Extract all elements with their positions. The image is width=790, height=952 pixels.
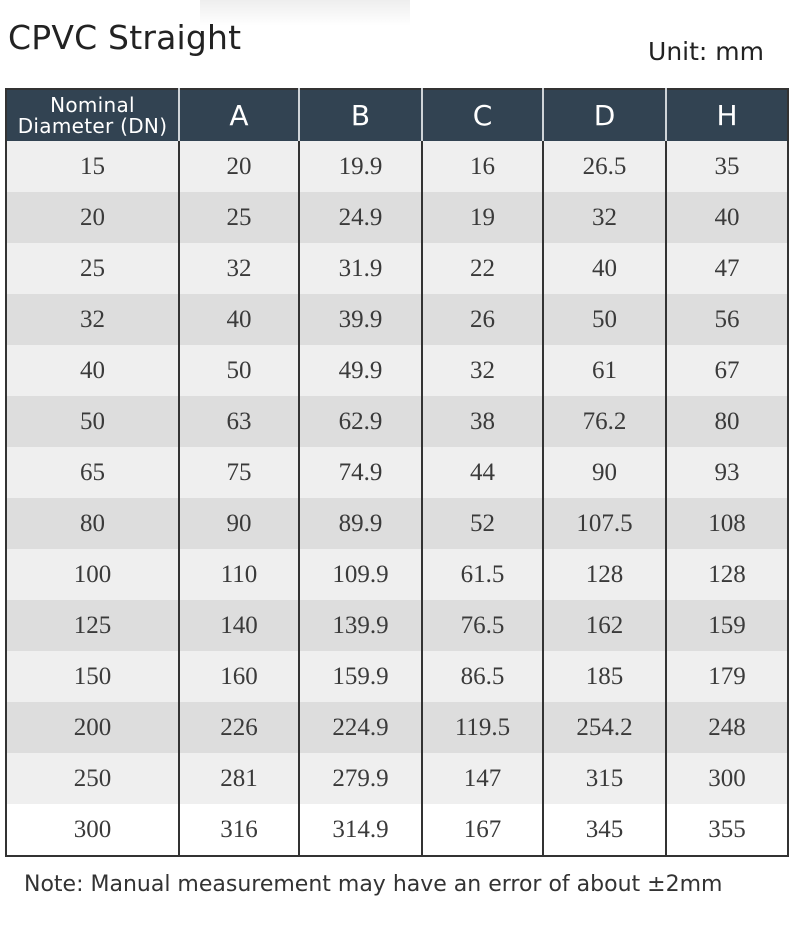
cell-a: 32 <box>179 243 299 294</box>
table-row <box>6 243 788 294</box>
table-row <box>6 396 788 447</box>
cell-c: 119.5 <box>422 702 543 753</box>
cell-a: 140 <box>179 600 299 651</box>
cell-d: 254.2 <box>543 702 666 753</box>
cell-d: 32 <box>543 192 666 243</box>
cell-h: 93 <box>666 447 788 498</box>
cell-b: 89.9 <box>299 498 422 549</box>
page-title: CPVC Straight <box>8 18 242 57</box>
table-row <box>6 141 788 192</box>
cell-b: 139.9 <box>299 600 422 651</box>
cell-b: 159.9 <box>299 651 422 702</box>
table-row <box>6 753 788 804</box>
table-row <box>6 498 788 549</box>
cell-nominal-diameter: 80 <box>6 498 179 549</box>
unit-label: Unit: mm <box>648 37 764 66</box>
cell-d: 40 <box>543 243 666 294</box>
cell-h: 179 <box>666 651 788 702</box>
cell-nominal-diameter: 125 <box>6 600 179 651</box>
column-header-b: B <box>299 89 422 141</box>
cell-c: 38 <box>422 396 543 447</box>
cell-b: 39.9 <box>299 294 422 345</box>
cell-c: 52 <box>422 498 543 549</box>
table-row <box>6 702 788 753</box>
cell-nominal-diameter: 50 <box>6 396 179 447</box>
cell-d: 26.5 <box>543 141 666 192</box>
cell-b: 314.9 <box>299 804 422 856</box>
cell-b: 62.9 <box>299 396 422 447</box>
cell-h: 159 <box>666 600 788 651</box>
cell-h: 56 <box>666 294 788 345</box>
cell-c: 44 <box>422 447 543 498</box>
column-header-h: H <box>666 89 788 141</box>
cell-a: 75 <box>179 447 299 498</box>
cell-c: 19 <box>422 192 543 243</box>
cell-nominal-diameter: 40 <box>6 345 179 396</box>
cell-nominal-diameter: 200 <box>6 702 179 753</box>
cell-d: 50 <box>543 294 666 345</box>
cell-c: 22 <box>422 243 543 294</box>
cell-h: 80 <box>666 396 788 447</box>
table-row <box>6 651 788 702</box>
table-row <box>6 294 788 345</box>
cell-h: 355 <box>666 804 788 856</box>
cell-d: 61 <box>543 345 666 396</box>
cell-nominal-diameter: 25 <box>6 243 179 294</box>
cell-c: 147 <box>422 753 543 804</box>
cell-c: 26 <box>422 294 543 345</box>
cell-d: 345 <box>543 804 666 856</box>
cell-h: 47 <box>666 243 788 294</box>
cell-nominal-diameter: 32 <box>6 294 179 345</box>
cell-a: 90 <box>179 498 299 549</box>
cell-nominal-diameter: 250 <box>6 753 179 804</box>
cell-h: 108 <box>666 498 788 549</box>
cell-a: 40 <box>179 294 299 345</box>
cell-c: 61.5 <box>422 549 543 600</box>
table-row <box>6 600 788 651</box>
cell-nominal-diameter: 65 <box>6 447 179 498</box>
cell-c: 32 <box>422 345 543 396</box>
cell-b: 224.9 <box>299 702 422 753</box>
table-row <box>6 192 788 243</box>
cell-b: 49.9 <box>299 345 422 396</box>
table-row <box>6 447 788 498</box>
cell-a: 316 <box>179 804 299 856</box>
cell-a: 25 <box>179 192 299 243</box>
cell-h: 248 <box>666 702 788 753</box>
cell-b: 74.9 <box>299 447 422 498</box>
cell-a: 50 <box>179 345 299 396</box>
cell-d: 185 <box>543 651 666 702</box>
cell-h: 35 <box>666 141 788 192</box>
table-row <box>6 804 788 856</box>
cell-nominal-diameter: 15 <box>6 141 179 192</box>
table-header-row <box>6 89 788 141</box>
table-body <box>6 141 788 856</box>
cell-nominal-diameter: 20 <box>6 192 179 243</box>
cell-c: 16 <box>422 141 543 192</box>
cell-d: 128 <box>543 549 666 600</box>
cell-c: 76.5 <box>422 600 543 651</box>
cell-b: 24.9 <box>299 192 422 243</box>
dimension-table <box>5 88 789 857</box>
measurement-note: Note: Manual measurement may have an error of about ±2mm <box>24 872 723 897</box>
cell-b: 19.9 <box>299 141 422 192</box>
cell-h: 40 <box>666 192 788 243</box>
cell-c: 86.5 <box>422 651 543 702</box>
cell-a: 281 <box>179 753 299 804</box>
cell-nominal-diameter: 300 <box>6 804 179 856</box>
cell-b: 279.9 <box>299 753 422 804</box>
cell-d: 76.2 <box>543 396 666 447</box>
cell-a: 63 <box>179 396 299 447</box>
cell-a: 160 <box>179 651 299 702</box>
table-row <box>6 549 788 600</box>
column-header-a: A <box>179 89 299 141</box>
cell-a: 20 <box>179 141 299 192</box>
column-header-d: D <box>543 89 666 141</box>
cell-d: 90 <box>543 447 666 498</box>
cell-h: 300 <box>666 753 788 804</box>
cell-d: 107.5 <box>543 498 666 549</box>
column-header-nominal-diameter: Nominal Diameter (DN) <box>6 89 179 141</box>
cell-h: 67 <box>666 345 788 396</box>
cell-b: 31.9 <box>299 243 422 294</box>
table-row <box>6 345 788 396</box>
cell-b: 109.9 <box>299 549 422 600</box>
cell-a: 226 <box>179 702 299 753</box>
cell-d: 315 <box>543 753 666 804</box>
column-header-c: C <box>422 89 543 141</box>
cell-a: 110 <box>179 549 299 600</box>
cell-d: 162 <box>543 600 666 651</box>
cell-h: 128 <box>666 549 788 600</box>
cell-nominal-diameter: 100 <box>6 549 179 600</box>
cell-nominal-diameter: 150 <box>6 651 179 702</box>
cell-c: 167 <box>422 804 543 856</box>
